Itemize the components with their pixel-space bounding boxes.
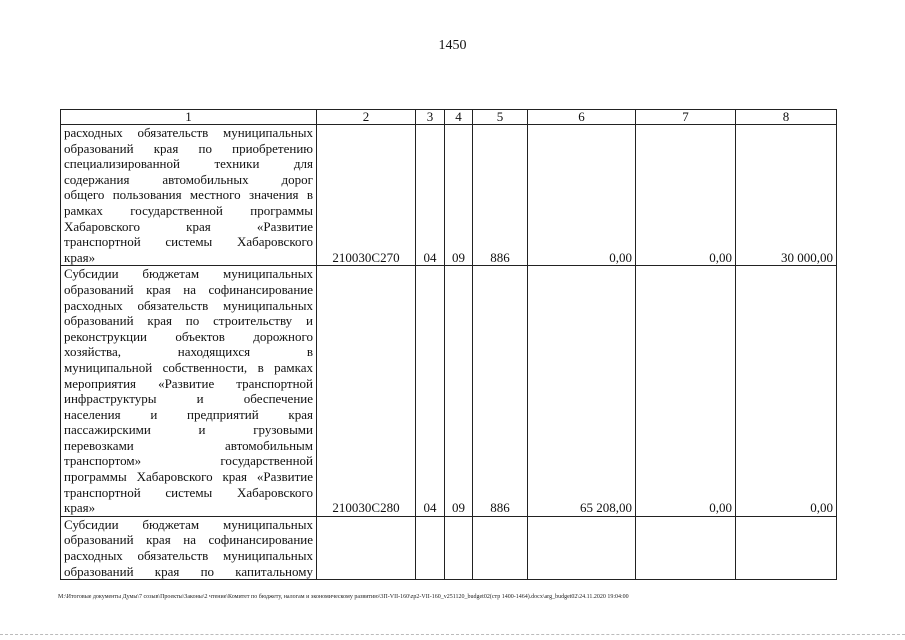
description-line: транспортной системы Хабаровского <box>64 234 313 250</box>
description-line: специализированной техники для <box>64 156 313 172</box>
v6-cell <box>528 516 636 579</box>
header-cell: 3 <box>416 110 445 125</box>
pr-cell: 09 <box>445 125 473 266</box>
description-line: образований края по капитальному <box>64 563 313 579</box>
code-cell: 210030С270 <box>317 125 416 266</box>
description-line: края» <box>64 249 96 265</box>
description-line: расходных обязательств муниципальных <box>64 125 313 140</box>
description-line: транспортом» государственной <box>64 453 313 469</box>
description-line: общего пользования местного значения в <box>64 187 313 203</box>
description-line: Субсидии бюджетам муниципальных <box>64 266 313 282</box>
v8-cell <box>736 516 837 579</box>
header-cell: 5 <box>473 110 528 125</box>
vr-cell <box>473 516 528 579</box>
header-cell: 8 <box>736 110 837 125</box>
v6-cell: 65 208,00 <box>528 266 636 517</box>
header-cell: 1 <box>61 110 317 125</box>
file-path-footer: M:\Итоговые документы Думы\7 созыв\Проекты\Законы\2 чтение\Комитет по бюджету, налогам и экономическому развитию\3П-VII-160\zp2-VII-160_v251120_budget02(стр 1400-1464).docx\arg_budget02\24.11.2020 19:04:00 <box>58 594 629 600</box>
description-line: образований края по приобретению <box>64 140 313 156</box>
description-line: образований края на софинансирование <box>64 532 313 548</box>
table-row <box>61 266 837 517</box>
budget-table <box>60 109 837 580</box>
description-cell <box>61 516 317 579</box>
v7-cell <box>636 516 736 579</box>
header-cell: 4 <box>445 110 473 125</box>
description-line: расходных обязательств муниципальных <box>64 548 313 564</box>
rz-cell <box>416 516 445 579</box>
table-row <box>61 125 837 266</box>
rz-cell: 04 <box>416 266 445 517</box>
description-line: Субсидии бюджетам муниципальных <box>64 516 313 532</box>
page-number: 1450 <box>438 38 467 53</box>
description-line: программы Хабаровского края «Развитие <box>64 469 313 485</box>
code-cell <box>317 516 416 579</box>
description-line: расходных обязательств муниципальных <box>64 297 313 313</box>
rz-cell: 04 <box>416 125 445 266</box>
description-line: содержания автомобильных дорог <box>64 171 313 187</box>
description-line: перевозками автомобильным <box>64 437 313 453</box>
header-cell: 2 <box>317 110 416 125</box>
v8-cell: 0,00 <box>736 266 837 517</box>
description-line: населения и предприятий края <box>64 406 313 422</box>
vr-cell: 886 <box>473 266 528 517</box>
description-line: мероприятия «Развитие транспортной <box>64 375 313 391</box>
description-line: пассажирскими и грузовыми <box>64 422 313 438</box>
code-cell: 210030С280 <box>317 266 416 517</box>
description-line: образований края по строительству и <box>64 313 313 329</box>
vr-cell: 886 <box>473 125 528 266</box>
header-cell: 6 <box>528 110 636 125</box>
description-line: муниципальной собственности, в рамках <box>64 359 313 375</box>
v6-cell: 0,00 <box>528 125 636 266</box>
description-line: реконструкции объектов дорожного <box>64 328 313 344</box>
header-row <box>61 110 837 125</box>
page-edge <box>0 634 905 635</box>
v8-cell: 30 000,00 <box>736 125 837 266</box>
pr-cell <box>445 516 473 579</box>
description-line: инфраструктуры и обеспечение <box>64 391 313 407</box>
description-line: хозяйства, находящихся в <box>64 344 313 360</box>
description-cell <box>61 266 317 517</box>
pr-cell: 09 <box>445 266 473 517</box>
description-line: Хабаровского края «Развитие <box>64 218 313 234</box>
description-line: рамках государственной программы <box>64 202 313 218</box>
v7-cell: 0,00 <box>636 266 736 517</box>
description-line: края» <box>64 500 96 516</box>
description-line: образований края на софинансирование <box>64 281 313 297</box>
header-cell: 7 <box>636 110 736 125</box>
description-line: транспортной системы Хабаровского <box>64 484 313 500</box>
v7-cell: 0,00 <box>636 125 736 266</box>
table-row <box>61 516 837 579</box>
description-cell <box>61 125 317 266</box>
